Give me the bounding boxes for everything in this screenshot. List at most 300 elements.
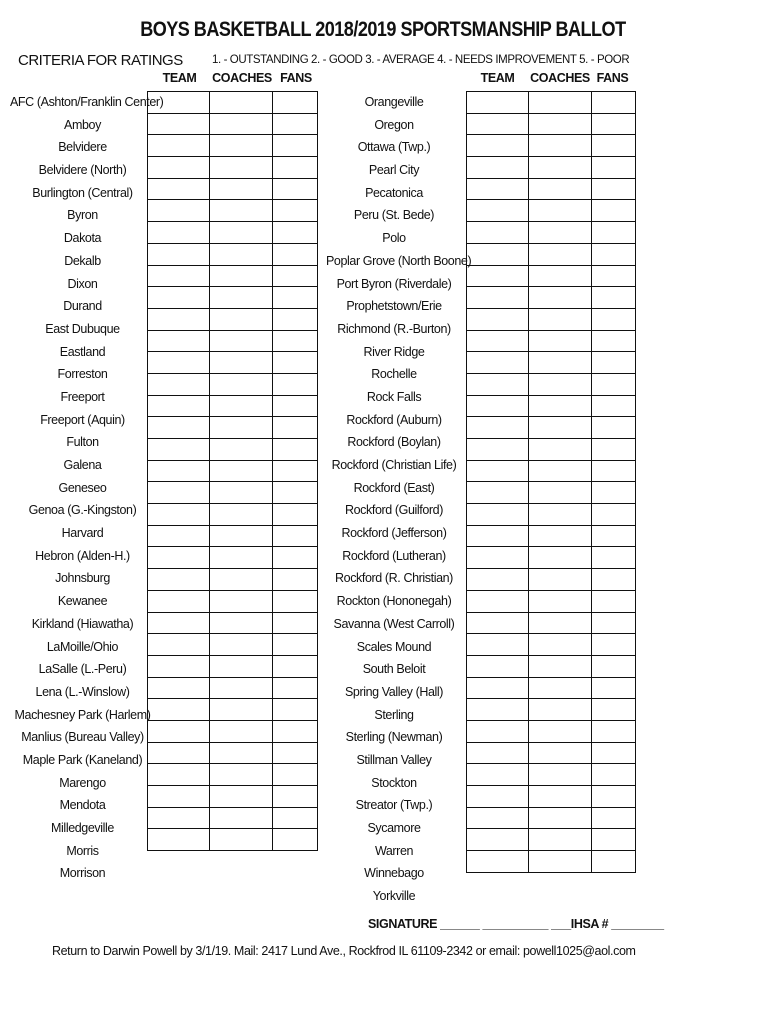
fans-rating-cell[interactable] — [592, 92, 636, 114]
fans-rating-cell[interactable] — [592, 308, 636, 330]
signature-line: SIGNATURE ______ __________ ___IHSA # ________ — [368, 917, 664, 931]
fans-rating-cell[interactable] — [592, 742, 636, 764]
team-rating-cell[interactable] — [467, 200, 529, 222]
fans-rating-cell[interactable] — [592, 330, 636, 352]
team-rating-cell[interactable] — [148, 764, 210, 786]
fans-rating-cell[interactable] — [273, 634, 318, 656]
team-rating-cell[interactable] — [148, 222, 210, 244]
team-rating-cell[interactable] — [467, 634, 529, 656]
coaches-rating-cell[interactable] — [529, 417, 592, 439]
team-rating-cell[interactable] — [467, 395, 529, 417]
team-name: Scales Mound — [356, 639, 432, 654]
coaches-rating-cell[interactable] — [529, 634, 592, 656]
team-name: Marengo — [59, 775, 106, 790]
criteria-scale: 1. - OUTSTANDING 2. - GOOD 3. - AVERAGE 4. - NEEDS IMPROVEMENT 5. - POOR — [212, 54, 630, 66]
fans-rating-cell[interactable] — [592, 482, 636, 504]
team-rating-cell[interactable] — [467, 786, 529, 808]
coaches-rating-cell[interactable] — [210, 287, 273, 309]
fans-rating-cell[interactable] — [273, 590, 318, 612]
fans-rating-cell[interactable] — [592, 720, 636, 742]
fans-rating-cell[interactable] — [273, 525, 318, 547]
rating-row — [148, 807, 318, 829]
coaches-rating-cell[interactable] — [529, 373, 592, 395]
coaches-rating-cell[interactable] — [529, 525, 592, 547]
rating-row — [148, 742, 318, 764]
fans-rating-cell[interactable] — [592, 634, 636, 656]
team-rating-cell[interactable] — [148, 265, 210, 287]
team-rating-cell[interactable] — [148, 200, 210, 222]
fans-rating-cell[interactable] — [273, 439, 318, 461]
fans-rating-cell[interactable] — [273, 547, 318, 569]
fans-rating-cell[interactable] — [592, 265, 636, 287]
team-rating-cell[interactable] — [467, 590, 529, 612]
right-col-fans-header: FANS — [596, 71, 629, 85]
fans-rating-cell[interactable] — [273, 113, 318, 135]
rating-row — [467, 92, 636, 114]
team-name: Rockford (Auburn) — [346, 412, 442, 427]
coaches-rating-cell[interactable] — [210, 113, 273, 135]
team-rating-cell[interactable] — [467, 720, 529, 742]
coaches-rating-cell[interactable] — [210, 612, 273, 634]
coaches-rating-cell[interactable] — [529, 243, 592, 265]
team-rating-cell[interactable] — [467, 352, 529, 374]
team-name: Genoa (G.-Kingston) — [28, 503, 137, 518]
team-rating-cell[interactable] — [467, 677, 529, 699]
team-name: Lena (L.-Winslow) — [35, 684, 130, 699]
coaches-rating-cell[interactable] — [210, 786, 273, 808]
coaches-rating-cell[interactable] — [210, 373, 273, 395]
team-name: Johnsburg — [55, 571, 110, 586]
team-name: AFC (Ashton/Franklin Center) — [10, 95, 164, 109]
coaches-rating-cell[interactable] — [210, 590, 273, 612]
fans-rating-cell[interactable] — [592, 243, 636, 265]
coaches-rating-cell[interactable] — [210, 655, 273, 677]
rating-row — [148, 829, 318, 851]
coaches-rating-cell[interactable] — [529, 764, 592, 786]
fans-rating-cell[interactable] — [592, 612, 636, 634]
team-rating-cell[interactable] — [467, 330, 529, 352]
team-rating-cell[interactable] — [467, 655, 529, 677]
team-name: Rockton (Hononegah) — [336, 594, 452, 609]
fans-rating-cell[interactable] — [273, 699, 318, 721]
rating-row — [148, 525, 318, 547]
team-name: Rockford (Guilford) — [345, 503, 443, 518]
team-name: Stillman Valley — [356, 752, 432, 767]
rating-row — [148, 308, 318, 330]
team-rating-cell[interactable] — [148, 417, 210, 439]
team-rating-cell[interactable] — [467, 135, 529, 157]
rating-row — [148, 135, 318, 157]
team-name: Dixon — [67, 276, 98, 291]
coaches-rating-cell[interactable] — [210, 352, 273, 374]
coaches-rating-cell[interactable] — [529, 612, 592, 634]
team-rating-cell[interactable] — [467, 482, 529, 504]
coaches-rating-cell[interactable] — [529, 439, 592, 461]
fans-rating-cell[interactable] — [273, 373, 318, 395]
team-rating-cell[interactable] — [148, 547, 210, 569]
fans-rating-cell[interactable] — [273, 178, 318, 200]
fans-rating-cell[interactable] — [273, 92, 318, 114]
team-name: Dakota — [63, 231, 102, 246]
team-rating-cell[interactable] — [148, 460, 210, 482]
rating-row — [148, 677, 318, 699]
team-name: Savanna (West Carroll) — [333, 616, 455, 631]
rating-row — [148, 373, 318, 395]
coaches-rating-cell[interactable] — [529, 395, 592, 417]
coaches-rating-cell[interactable] — [210, 699, 273, 721]
rating-row — [148, 547, 318, 569]
coaches-rating-cell[interactable] — [210, 157, 273, 179]
rating-row — [467, 113, 636, 135]
team-rating-cell[interactable] — [148, 439, 210, 461]
fans-rating-cell[interactable] — [273, 417, 318, 439]
rating-row — [148, 439, 318, 461]
fans-rating-cell[interactable] — [273, 482, 318, 504]
team-rating-cell[interactable] — [148, 720, 210, 742]
team-rating-cell[interactable] — [467, 829, 529, 851]
fans-rating-cell[interactable] — [592, 113, 636, 135]
fans-rating-cell[interactable] — [592, 655, 636, 677]
team-name: Sterling (Newman) — [345, 730, 443, 745]
team-name: Rock Falls — [366, 389, 422, 404]
team-rating-cell[interactable] — [467, 287, 529, 309]
team-rating-cell[interactable] — [148, 634, 210, 656]
team-rating-cell[interactable] — [467, 742, 529, 764]
fans-rating-cell[interactable] — [273, 395, 318, 417]
coaches-rating-cell[interactable] — [529, 222, 592, 244]
coaches-rating-cell[interactable] — [529, 569, 592, 591]
rating-row — [467, 417, 636, 439]
team-rating-cell[interactable] — [148, 525, 210, 547]
rating-row — [467, 287, 636, 309]
coaches-rating-cell[interactable] — [529, 590, 592, 612]
rating-row — [148, 330, 318, 352]
coaches-rating-cell[interactable] — [529, 352, 592, 374]
fans-rating-cell[interactable] — [592, 677, 636, 699]
fans-rating-cell[interactable] — [592, 460, 636, 482]
coaches-rating-cell[interactable] — [529, 720, 592, 742]
team-name: South Beloit — [362, 662, 426, 677]
fans-rating-cell[interactable] — [592, 417, 636, 439]
coaches-rating-cell[interactable] — [529, 807, 592, 829]
rating-row — [467, 178, 636, 200]
fans-rating-cell[interactable] — [273, 742, 318, 764]
team-name: Prophetstown/Erie — [346, 299, 442, 314]
coaches-rating-cell[interactable] — [529, 742, 592, 764]
coaches-rating-cell[interactable] — [529, 786, 592, 808]
rating-row — [467, 330, 636, 352]
rating-row — [148, 265, 318, 287]
team-name: Maple Park (Kaneland) — [22, 752, 143, 767]
team-rating-cell[interactable] — [148, 677, 210, 699]
coaches-rating-cell[interactable] — [529, 677, 592, 699]
team-rating-cell[interactable] — [467, 851, 529, 873]
team-name: Rochelle — [371, 367, 417, 382]
team-rating-cell[interactable] — [467, 807, 529, 829]
fans-rating-cell[interactable] — [273, 612, 318, 634]
team-rating-cell[interactable] — [467, 243, 529, 265]
coaches-rating-cell[interactable] — [529, 655, 592, 677]
team-rating-cell[interactable] — [467, 157, 529, 179]
team-rating-cell[interactable] — [467, 178, 529, 200]
team-rating-cell[interactable] — [467, 113, 529, 135]
team-rating-cell[interactable] — [467, 417, 529, 439]
rating-row — [467, 504, 636, 526]
criteria-label: CRITERIA FOR RATINGS — [18, 52, 183, 69]
coaches-rating-cell[interactable] — [210, 482, 273, 504]
coaches-rating-cell[interactable] — [210, 439, 273, 461]
coaches-rating-cell[interactable] — [210, 243, 273, 265]
rating-row — [148, 92, 318, 114]
team-name: Freeport — [60, 389, 105, 404]
rating-row — [148, 504, 318, 526]
coaches-rating-cell[interactable] — [210, 135, 273, 157]
coaches-rating-cell[interactable] — [210, 720, 273, 742]
fans-rating-cell[interactable] — [273, 243, 318, 265]
rating-row — [467, 569, 636, 591]
coaches-rating-cell[interactable] — [529, 200, 592, 222]
team-name: Rockford (East) — [353, 480, 435, 495]
fans-rating-cell[interactable] — [592, 395, 636, 417]
coaches-rating-cell[interactable] — [529, 178, 592, 200]
fans-rating-cell[interactable] — [273, 655, 318, 677]
coaches-rating-cell[interactable] — [529, 504, 592, 526]
return-instructions: Return to Darwin Powell by 3/1/19. Mail: 2417 Lund Ave., Rockfrod IL 61109-2342 or email: powell1025@aol.com — [52, 944, 636, 958]
rating-row — [467, 829, 636, 851]
team-rating-cell[interactable] — [467, 373, 529, 395]
team-rating-cell[interactable] — [148, 287, 210, 309]
fans-rating-cell[interactable] — [273, 807, 318, 829]
fans-rating-cell[interactable] — [273, 308, 318, 330]
team-name: Yorkville — [372, 889, 416, 904]
coaches-rating-cell[interactable] — [529, 330, 592, 352]
team-rating-cell[interactable] — [148, 395, 210, 417]
team-rating-cell[interactable] — [148, 829, 210, 851]
rating-row — [467, 786, 636, 808]
coaches-rating-cell[interactable] — [210, 178, 273, 200]
team-rating-cell[interactable] — [467, 92, 529, 114]
team-rating-cell[interactable] — [148, 113, 210, 135]
coaches-rating-cell[interactable] — [210, 634, 273, 656]
fans-rating-cell[interactable] — [273, 135, 318, 157]
fans-rating-cell[interactable] — [592, 373, 636, 395]
team-rating-cell[interactable] — [148, 330, 210, 352]
team-rating-cell[interactable] — [148, 655, 210, 677]
team-name: Rockford (Boylan) — [347, 435, 441, 450]
fans-rating-cell[interactable] — [273, 330, 318, 352]
left-col-team-header: TEAM — [162, 71, 197, 85]
team-name: Rockford (Jefferson) — [341, 526, 447, 541]
coaches-rating-cell[interactable] — [210, 265, 273, 287]
coaches-rating-cell[interactable] — [210, 395, 273, 417]
team-rating-cell[interactable] — [467, 265, 529, 287]
coaches-rating-cell[interactable] — [210, 547, 273, 569]
fans-rating-cell[interactable] — [592, 829, 636, 851]
coaches-rating-cell[interactable] — [210, 200, 273, 222]
team-rating-cell[interactable] — [148, 178, 210, 200]
team-rating-cell[interactable] — [467, 504, 529, 526]
left-rating-grid — [147, 91, 318, 851]
fans-rating-cell[interactable] — [273, 157, 318, 179]
team-rating-cell[interactable] — [467, 222, 529, 244]
team-rating-cell[interactable] — [467, 547, 529, 569]
fans-rating-cell[interactable] — [592, 135, 636, 157]
rating-row — [148, 612, 318, 634]
fans-rating-cell[interactable] — [273, 720, 318, 742]
team-rating-cell[interactable] — [148, 157, 210, 179]
fans-rating-cell[interactable] — [273, 504, 318, 526]
fans-rating-cell[interactable] — [592, 590, 636, 612]
coaches-rating-cell[interactable] — [210, 677, 273, 699]
fans-rating-cell[interactable] — [592, 352, 636, 374]
coaches-rating-cell[interactable] — [210, 807, 273, 829]
rating-row — [148, 482, 318, 504]
rating-row — [467, 265, 636, 287]
rating-row — [467, 308, 636, 330]
team-rating-cell[interactable] — [148, 504, 210, 526]
rating-row — [467, 222, 636, 244]
team-name: Peru (St. Bede) — [353, 208, 435, 223]
fans-rating-cell[interactable] — [273, 764, 318, 786]
rating-row — [148, 569, 318, 591]
rating-row — [467, 720, 636, 742]
coaches-rating-cell[interactable] — [529, 460, 592, 482]
coaches-rating-cell[interactable] — [529, 135, 592, 157]
fans-rating-cell[interactable] — [592, 504, 636, 526]
fans-rating-cell[interactable] — [592, 807, 636, 829]
coaches-rating-cell[interactable] — [529, 699, 592, 721]
coaches-rating-cell[interactable] — [529, 265, 592, 287]
fans-rating-cell[interactable] — [592, 699, 636, 721]
team-name: Harvard — [61, 526, 104, 541]
fans-rating-cell[interactable] — [273, 352, 318, 374]
fans-rating-cell[interactable] — [592, 157, 636, 179]
team-name: Hebron (Alden-H.) — [35, 548, 130, 563]
team-rating-cell[interactable] — [148, 243, 210, 265]
fans-rating-cell[interactable] — [592, 569, 636, 591]
left-team-list — [10, 91, 164, 885]
coaches-rating-cell[interactable] — [529, 851, 592, 873]
coaches-rating-cell[interactable] — [210, 504, 273, 526]
team-rating-cell[interactable] — [148, 352, 210, 374]
team-rating-cell[interactable] — [148, 612, 210, 634]
rating-row — [148, 417, 318, 439]
rating-row — [467, 135, 636, 157]
team-rating-cell[interactable] — [148, 590, 210, 612]
team-name: Port Byron (Riverdale) — [336, 276, 452, 291]
team-name: Morris — [66, 843, 99, 858]
fans-rating-cell[interactable] — [273, 265, 318, 287]
team-name: Dekalb — [64, 253, 101, 268]
fans-rating-cell[interactable] — [592, 439, 636, 461]
coaches-rating-cell[interactable] — [210, 308, 273, 330]
team-rating-cell[interactable] — [148, 92, 210, 114]
fans-rating-cell[interactable] — [273, 786, 318, 808]
team-name: Rockford (R. Christian) — [335, 571, 453, 586]
team-rating-cell[interactable] — [148, 786, 210, 808]
coaches-rating-cell[interactable] — [210, 417, 273, 439]
team-rating-cell[interactable] — [148, 807, 210, 829]
fans-rating-cell[interactable] — [592, 200, 636, 222]
team-rating-cell[interactable] — [148, 699, 210, 721]
team-name: Belvidere — [58, 140, 107, 155]
fans-rating-cell[interactable] — [592, 851, 636, 873]
team-name: Amboy — [64, 117, 101, 132]
team-name: Geneseo — [58, 480, 107, 495]
team-rating-cell[interactable] — [467, 308, 529, 330]
rating-row — [148, 222, 318, 244]
fans-rating-cell[interactable] — [273, 460, 318, 482]
team-name: Oregon — [374, 117, 414, 132]
fans-rating-cell[interactable] — [592, 547, 636, 569]
coaches-rating-cell[interactable] — [529, 92, 592, 114]
coaches-rating-cell[interactable] — [210, 460, 273, 482]
team-rating-cell[interactable] — [148, 742, 210, 764]
fans-rating-cell[interactable] — [592, 786, 636, 808]
coaches-rating-cell[interactable] — [529, 287, 592, 309]
coaches-rating-cell[interactable] — [210, 829, 273, 851]
rating-row — [467, 373, 636, 395]
coaches-rating-cell[interactable] — [529, 547, 592, 569]
coaches-rating-cell[interactable] — [210, 92, 273, 114]
coaches-rating-cell[interactable] — [529, 308, 592, 330]
rating-row — [467, 525, 636, 547]
team-rating-cell[interactable] — [467, 612, 529, 634]
fans-rating-cell[interactable] — [592, 764, 636, 786]
team-rating-cell[interactable] — [467, 439, 529, 461]
fans-rating-cell[interactable] — [273, 569, 318, 591]
fans-rating-cell[interactable] — [592, 525, 636, 547]
coaches-rating-cell[interactable] — [210, 525, 273, 547]
team-rating-cell[interactable] — [148, 569, 210, 591]
team-rating-cell[interactable] — [467, 569, 529, 591]
fans-rating-cell[interactable] — [273, 222, 318, 244]
coaches-rating-cell[interactable] — [529, 482, 592, 504]
team-rating-cell[interactable] — [148, 135, 210, 157]
team-rating-cell[interactable] — [148, 308, 210, 330]
fans-rating-cell[interactable] — [273, 677, 318, 699]
coaches-rating-cell[interactable] — [210, 764, 273, 786]
team-name: Rockford (Christian Life) — [331, 458, 457, 472]
coaches-rating-cell[interactable] — [210, 222, 273, 244]
coaches-rating-cell[interactable] — [210, 569, 273, 591]
fans-rating-cell[interactable] — [273, 287, 318, 309]
rating-row — [467, 699, 636, 721]
coaches-rating-cell[interactable] — [529, 157, 592, 179]
fans-rating-cell[interactable] — [592, 222, 636, 244]
fans-rating-cell[interactable] — [273, 200, 318, 222]
team-rating-cell[interactable] — [148, 373, 210, 395]
rating-row — [467, 482, 636, 504]
fans-rating-cell[interactable] — [592, 287, 636, 309]
fans-rating-cell[interactable] — [273, 829, 318, 851]
team-rating-cell[interactable] — [467, 699, 529, 721]
team-name: Richmond (R.-Burton) — [337, 321, 451, 336]
coaches-rating-cell[interactable] — [210, 742, 273, 764]
coaches-rating-cell[interactable] — [210, 330, 273, 352]
team-name: East Dubuque — [45, 321, 120, 336]
coaches-rating-cell[interactable] — [529, 829, 592, 851]
coaches-rating-cell[interactable] — [529, 113, 592, 135]
team-name: Pecatonica — [365, 185, 423, 200]
team-rating-cell[interactable] — [467, 525, 529, 547]
team-rating-cell[interactable] — [148, 482, 210, 504]
team-name: Byron — [67, 208, 98, 223]
team-rating-cell[interactable] — [467, 460, 529, 482]
rating-row — [148, 157, 318, 179]
fans-rating-cell[interactable] — [592, 178, 636, 200]
team-rating-cell[interactable] — [467, 764, 529, 786]
